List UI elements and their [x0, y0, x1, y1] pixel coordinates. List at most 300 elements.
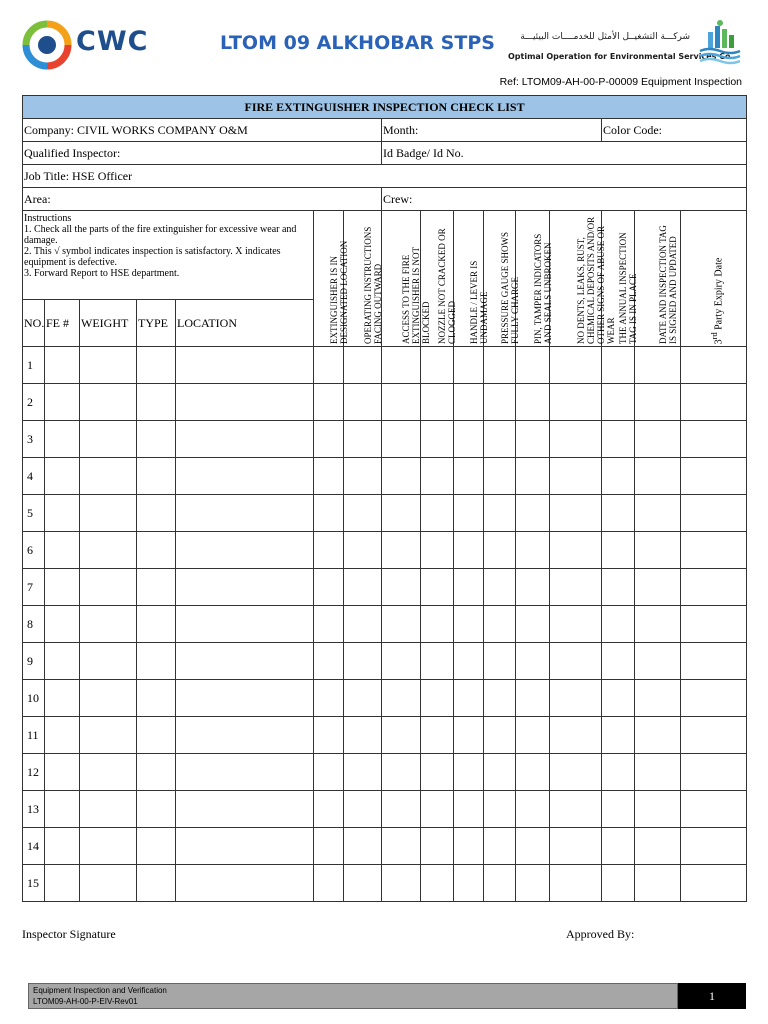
entry-cell[interactable]: [176, 791, 314, 828]
entry-cell[interactable]: [80, 717, 137, 754]
entry-cell[interactable]: [635, 532, 681, 569]
entry-cell[interactable]: [176, 643, 314, 680]
entry-cell[interactable]: [344, 347, 382, 384]
entry-cell[interactable]: [484, 865, 516, 902]
entry-cell[interactable]: [516, 347, 550, 384]
table-row: [23, 643, 747, 680]
check-header-label: OPERATING INSTRUCTIONS FACING OUTWARD: [362, 226, 383, 344]
entry-cell[interactable]: [176, 717, 314, 754]
instruction-item: 3. Forward Report to HSE department.: [24, 268, 180, 279]
column-header-no: NO.: [23, 300, 45, 347]
entry-cell[interactable]: [602, 717, 635, 754]
check-header-label: DATE AND INSPECTION TAG IS SIGNED AND UPDATED: [657, 225, 678, 344]
entry-cell[interactable]: [80, 791, 137, 828]
entry-cell[interactable]: [45, 680, 80, 717]
table-row: [23, 680, 747, 717]
cwc-ring-icon: [22, 20, 72, 70]
entry-cell[interactable]: [421, 606, 454, 643]
check-header-label: THE ANNUAL INSPECTION TAG IS IN PLACE: [618, 232, 638, 344]
entry-cell[interactable]: [421, 569, 454, 606]
company-name-arabic: شركـــة التشغيــل الأمثل للخدمــــات البيئيـــة: [520, 32, 690, 42]
table-row: [23, 865, 747, 902]
entry-cell[interactable]: [602, 606, 635, 643]
entry-cell[interactable]: [344, 680, 382, 717]
entry-cell[interactable]: [516, 643, 550, 680]
entry-cell[interactable]: [550, 569, 602, 606]
entry-cell[interactable]: [314, 495, 344, 532]
entry-cell[interactable]: [550, 791, 602, 828]
entry-cell[interactable]: [314, 347, 344, 384]
entry-cell[interactable]: [137, 754, 176, 791]
entry-cell[interactable]: [314, 532, 344, 569]
entry-cell[interactable]: [550, 680, 602, 717]
entry-cell[interactable]: [635, 828, 681, 865]
entry-cell[interactable]: [635, 680, 681, 717]
entry-cell[interactable]: [176, 421, 314, 458]
entry-cell[interactable]: [314, 606, 344, 643]
check-header-label: ACCESS TO THE FIRE EXTINGUISHER IS NOT BLOCKED: [401, 247, 431, 344]
entry-cell[interactable]: [137, 606, 176, 643]
entry-cell[interactable]: [80, 643, 137, 680]
entry-cell[interactable]: [421, 495, 454, 532]
table-row: [23, 532, 747, 569]
entry-cell[interactable]: [421, 643, 454, 680]
entry-cell[interactable]: [421, 680, 454, 717]
entry-cell[interactable]: [484, 458, 516, 495]
entry-cell[interactable]: [602, 347, 635, 384]
entry-cell[interactable]: [137, 865, 176, 902]
entry-cell[interactable]: [421, 421, 454, 458]
entry-cell[interactable]: [484, 606, 516, 643]
entry-cell[interactable]: [344, 532, 382, 569]
entry-cell[interactable]: [137, 717, 176, 754]
color-code-field[interactable]: Color Code:: [602, 119, 747, 142]
entry-cell[interactable]: [421, 384, 454, 421]
entry-cell[interactable]: [602, 754, 635, 791]
entry-cell[interactable]: [45, 754, 80, 791]
entry-cell[interactable]: [454, 495, 484, 532]
check-header-annual-tag: [602, 211, 638, 347]
entry-cell[interactable]: [344, 458, 382, 495]
entry-cell[interactable]: [80, 458, 137, 495]
row-number: 1: [23, 347, 45, 384]
checklist-rows: [23, 347, 747, 902]
entry-cell[interactable]: [516, 717, 550, 754]
entry-cell[interactable]: [344, 495, 382, 532]
entry-cell[interactable]: [602, 828, 635, 865]
entry-cell[interactable]: [314, 384, 344, 421]
entry-cell[interactable]: [176, 384, 314, 421]
entry-cell[interactable]: [80, 606, 137, 643]
check-header-operating-instructions: [344, 211, 382, 347]
entry-cell[interactable]: [484, 347, 516, 384]
entry-cell[interactable]: [635, 717, 681, 754]
entry-cell[interactable]: [382, 495, 421, 532]
entry-cell[interactable]: [602, 569, 635, 606]
entry-cell[interactable]: [454, 606, 484, 643]
entry-cell[interactable]: [550, 754, 602, 791]
entry-cell[interactable]: [45, 569, 80, 606]
entry-cell[interactable]: [314, 717, 344, 754]
entry-cell[interactable]: [516, 384, 550, 421]
entry-cell[interactable]: [635, 495, 681, 532]
check-header-pin-tamper: [516, 211, 553, 347]
check-header-handle-lever: [454, 211, 489, 347]
entry-cell[interactable]: [454, 643, 484, 680]
entry-cell[interactable]: [382, 458, 421, 495]
entry-cell[interactable]: [80, 421, 137, 458]
entry-cell[interactable]: [344, 643, 382, 680]
document-reference: Ref: LTOM09-AH-00-P-00009 Equipment Inspection: [499, 76, 742, 88]
entry-cell[interactable]: [382, 532, 421, 569]
company-emblem-icon: [698, 18, 742, 64]
entry-cell[interactable]: [45, 791, 80, 828]
entry-cell[interactable]: [516, 458, 550, 495]
entry-cell[interactable]: [80, 532, 137, 569]
instructions-heading: Instructions: [24, 213, 72, 224]
check-header-nozzle: [421, 211, 457, 347]
entry-cell[interactable]: [176, 458, 314, 495]
entry-cell[interactable]: [80, 569, 137, 606]
entry-cell[interactable]: [454, 828, 484, 865]
entry-cell[interactable]: [45, 865, 80, 902]
check-header-label: PRESSURE GAUGE SHOWS FULLY CHARGE: [499, 231, 520, 344]
entry-cell[interactable]: [382, 791, 421, 828]
footer-document-title: Equipment Inspection and Verification: [33, 986, 167, 995]
entry-cell[interactable]: [382, 643, 421, 680]
instruction-item: 1. Check all the parts of the fire extinguisher for excessive wear and damage.: [24, 224, 297, 246]
entry-cell[interactable]: [421, 754, 454, 791]
entry-cell[interactable]: [45, 347, 80, 384]
entry-cell[interactable]: [681, 495, 747, 532]
entry-cell[interactable]: [80, 865, 137, 902]
check-header-access-not-blocked: [382, 211, 431, 347]
entry-cell[interactable]: [516, 865, 550, 902]
entry-cell[interactable]: [602, 421, 635, 458]
entry-cell[interactable]: [484, 495, 516, 532]
entry-cell[interactable]: [681, 532, 747, 569]
entry-cell[interactable]: [516, 532, 550, 569]
entry-cell[interactable]: [80, 495, 137, 532]
entry-cell[interactable]: [314, 865, 344, 902]
entry-cell[interactable]: [484, 680, 516, 717]
entry-cell[interactable]: [45, 458, 80, 495]
entry-cell[interactable]: [421, 791, 454, 828]
entry-cell[interactable]: [516, 791, 550, 828]
row-number: 12: [23, 754, 45, 791]
table-row: [23, 569, 747, 606]
entry-cell[interactable]: [382, 384, 421, 421]
company-name-english: Optimal Operation for Environmental Services Co.: [508, 52, 734, 61]
entry-cell[interactable]: [176, 569, 314, 606]
entry-cell[interactable]: [635, 754, 681, 791]
entry-cell[interactable]: [176, 532, 314, 569]
entry-cell[interactable]: [45, 606, 80, 643]
entry-cell[interactable]: [681, 421, 747, 458]
entry-cell[interactable]: [344, 791, 382, 828]
table-row: [23, 606, 747, 643]
entry-cell[interactable]: [137, 421, 176, 458]
entry-cell[interactable]: [382, 421, 421, 458]
entry-cell[interactable]: [602, 495, 635, 532]
entry-cell[interactable]: [602, 532, 635, 569]
entry-cell[interactable]: [681, 865, 747, 902]
entry-cell[interactable]: [45, 643, 80, 680]
check-header-label: HANDLE / LEVER IS UNDAMAGE: [468, 260, 489, 344]
check-header-label: NO DENTS, LEAKS, RUST, CHEMICAL DEPOSITS AND/OR OTHER SIGNS OF ABUSE OR WEAR: [575, 216, 616, 344]
page-number: 1: [678, 983, 746, 1009]
entry-cell[interactable]: [516, 569, 550, 606]
entry-cell[interactable]: [550, 828, 602, 865]
entry-cell[interactable]: [550, 384, 602, 421]
footer-document-code: LTOM09-AH-00-P-EIV-Rev01: [33, 997, 138, 1006]
footer-bar: [28, 983, 678, 1009]
entry-cell[interactable]: [550, 421, 602, 458]
entry-cell[interactable]: [681, 680, 747, 717]
entry-cell[interactable]: [137, 495, 176, 532]
entry-cell[interactable]: [484, 421, 516, 458]
entry-cell[interactable]: [454, 347, 484, 384]
entry-cell[interactable]: [421, 347, 454, 384]
entry-cell[interactable]: [602, 458, 635, 495]
entry-cell[interactable]: [314, 828, 344, 865]
entry-cell[interactable]: [314, 569, 344, 606]
entry-cell[interactable]: [137, 532, 176, 569]
row-number: 4: [23, 458, 45, 495]
entry-cell[interactable]: [421, 828, 454, 865]
entry-cell[interactable]: [550, 717, 602, 754]
entry-cell[interactable]: [382, 754, 421, 791]
crew-field[interactable]: Crew:: [382, 188, 747, 211]
qualified-inspector-field[interactable]: Qualified Inspector:: [23, 142, 382, 165]
page-title: LTOM 09 ALKHOBAR STPS: [220, 32, 495, 54]
entry-cell[interactable]: [314, 458, 344, 495]
entry-cell[interactable]: [635, 791, 681, 828]
inspection-checklist-table: [22, 95, 747, 902]
entry-cell[interactable]: [635, 458, 681, 495]
entry-cell[interactable]: [635, 421, 681, 458]
month-field[interactable]: Month:: [382, 119, 602, 142]
entry-cell[interactable]: [454, 532, 484, 569]
entry-cell[interactable]: [176, 495, 314, 532]
entry-cell[interactable]: [176, 347, 314, 384]
inspector-signature-label: Inspector Signature: [22, 927, 116, 941]
entry-cell[interactable]: [635, 347, 681, 384]
entry-cell[interactable]: [314, 791, 344, 828]
entry-cell[interactable]: [454, 717, 484, 754]
table-row: [23, 421, 747, 458]
id-badge-field[interactable]: Id Badge/ Id No.: [382, 142, 747, 165]
entry-cell[interactable]: [344, 754, 382, 791]
check-header-label: EXTINGUISHER IS IN DESIGNATED LOCATION: [328, 240, 349, 344]
entry-cell[interactable]: [421, 458, 454, 495]
entry-cell[interactable]: [344, 569, 382, 606]
entry-cell[interactable]: [382, 717, 421, 754]
check-header-pressure-gauge: [484, 211, 520, 347]
entry-cell[interactable]: [681, 828, 747, 865]
entry-cell[interactable]: [382, 680, 421, 717]
entry-cell[interactable]: [45, 384, 80, 421]
entry-cell[interactable]: [681, 458, 747, 495]
row-number: 7: [23, 569, 45, 606]
area-field[interactable]: Area:: [23, 188, 382, 211]
entry-cell[interactable]: [137, 828, 176, 865]
entry-cell[interactable]: [454, 458, 484, 495]
entry-cell[interactable]: [550, 865, 602, 902]
entry-cell[interactable]: [681, 569, 747, 606]
entry-cell[interactable]: [681, 717, 747, 754]
table-row: [23, 384, 747, 421]
entry-cell[interactable]: [344, 384, 382, 421]
entry-cell[interactable]: [484, 717, 516, 754]
entry-cell[interactable]: [45, 495, 80, 532]
expiry-date-header: [681, 211, 747, 347]
entry-cell[interactable]: [80, 384, 137, 421]
entry-cell[interactable]: [137, 791, 176, 828]
entry-cell[interactable]: [344, 828, 382, 865]
entry-cell[interactable]: [516, 421, 550, 458]
entry-cell[interactable]: [681, 643, 747, 680]
entry-cell[interactable]: [137, 458, 176, 495]
entry-cell[interactable]: [550, 347, 602, 384]
column-header-type: TYPE: [137, 300, 176, 347]
entry-cell[interactable]: [176, 606, 314, 643]
entry-cell[interactable]: [382, 347, 421, 384]
entry-cell[interactable]: [602, 384, 635, 421]
entry-cell[interactable]: [484, 569, 516, 606]
entry-cell[interactable]: [454, 791, 484, 828]
entry-cell[interactable]: [80, 347, 137, 384]
row-number: 15: [23, 865, 45, 902]
table-row: [23, 717, 747, 754]
check-header-no-dents-leaks: [550, 211, 616, 347]
entry-cell[interactable]: [454, 384, 484, 421]
entry-cell[interactable]: [516, 680, 550, 717]
entry-cell[interactable]: [137, 680, 176, 717]
row-number: 11: [23, 717, 45, 754]
entry-cell[interactable]: [45, 717, 80, 754]
entry-cell[interactable]: [516, 606, 550, 643]
entry-cell[interactable]: [454, 421, 484, 458]
entry-cell[interactable]: [137, 643, 176, 680]
entry-cell[interactable]: [421, 865, 454, 902]
entry-cell[interactable]: [484, 754, 516, 791]
expiry-date-label: 3rd Party Expiry Date: [710, 257, 725, 344]
entry-cell[interactable]: [602, 680, 635, 717]
entry-cell[interactable]: [454, 680, 484, 717]
entry-cell[interactable]: [45, 421, 80, 458]
entry-cell[interactable]: [80, 754, 137, 791]
entry-cell[interactable]: [635, 643, 681, 680]
entry-cell[interactable]: [550, 495, 602, 532]
entry-cell[interactable]: [421, 717, 454, 754]
entry-cell[interactable]: [635, 606, 681, 643]
entry-cell[interactable]: [137, 347, 176, 384]
entry-cell[interactable]: [484, 643, 516, 680]
entry-cell[interactable]: [635, 384, 681, 421]
entry-cell[interactable]: [635, 865, 681, 902]
entry-cell[interactable]: [635, 569, 681, 606]
entry-cell[interactable]: [550, 532, 602, 569]
entry-cell[interactable]: [484, 828, 516, 865]
entry-cell[interactable]: [602, 643, 635, 680]
entry-cell[interactable]: [80, 680, 137, 717]
entry-cell[interactable]: [681, 384, 747, 421]
entry-cell[interactable]: [344, 421, 382, 458]
entry-cell[interactable]: [681, 754, 747, 791]
entry-cell[interactable]: [314, 754, 344, 791]
row-number: 13: [23, 791, 45, 828]
row-number: 8: [23, 606, 45, 643]
entry-cell[interactable]: [45, 532, 80, 569]
entry-cell[interactable]: [137, 569, 176, 606]
entry-cell[interactable]: [344, 606, 382, 643]
entry-cell[interactable]: [314, 421, 344, 458]
column-header-weight: WEIGHT: [80, 300, 137, 347]
company-field[interactable]: Company: CIVIL WORKS COMPANY O&M: [23, 119, 382, 142]
entry-cell[interactable]: [176, 828, 314, 865]
entry-cell[interactable]: [344, 865, 382, 902]
job-title-field[interactable]: Job Title: HSE Officer: [23, 165, 747, 188]
entry-cell[interactable]: [550, 606, 602, 643]
entry-cell[interactable]: [382, 828, 421, 865]
entry-cell[interactable]: [382, 606, 421, 643]
entry-cell[interactable]: [314, 643, 344, 680]
entry-cell[interactable]: [382, 569, 421, 606]
entry-cell[interactable]: [454, 754, 484, 791]
instruction-item: 2. This √ symbol indicates inspection is satisfactory. X indicates equipment is defective.: [24, 246, 281, 268]
entry-cell[interactable]: [681, 791, 747, 828]
entry-cell[interactable]: [137, 384, 176, 421]
entry-cell[interactable]: [516, 828, 550, 865]
entry-cell[interactable]: [484, 532, 516, 569]
entry-cell[interactable]: [176, 865, 314, 902]
entry-cell[interactable]: [176, 754, 314, 791]
entry-cell[interactable]: [382, 865, 421, 902]
entry-cell[interactable]: [421, 532, 454, 569]
entry-cell[interactable]: [80, 828, 137, 865]
cwc-logo: [22, 18, 162, 68]
entry-cell[interactable]: [176, 680, 314, 717]
entry-cell[interactable]: [602, 791, 635, 828]
entry-cell[interactable]: [516, 495, 550, 532]
table-row: [23, 754, 747, 791]
column-header-location: LOCATION: [176, 300, 314, 347]
entry-cell[interactable]: [344, 717, 382, 754]
entry-cell[interactable]: [602, 865, 635, 902]
entry-cell[interactable]: [516, 754, 550, 791]
row-number: 10: [23, 680, 45, 717]
entry-cell[interactable]: [484, 791, 516, 828]
row-number: 9: [23, 643, 45, 680]
entry-cell[interactable]: [45, 828, 80, 865]
table-row: [23, 458, 747, 495]
entry-cell[interactable]: [550, 458, 602, 495]
table-row: [23, 495, 747, 532]
entry-cell[interactable]: [681, 606, 747, 643]
entry-cell[interactable]: [314, 680, 344, 717]
row-number: 5: [23, 495, 45, 532]
table-row: [23, 828, 747, 865]
column-header-fe: FE #: [45, 300, 80, 347]
entry-cell[interactable]: [484, 384, 516, 421]
check-header-designated-location: [314, 211, 349, 347]
entry-cell[interactable]: [454, 865, 484, 902]
entry-cell[interactable]: [681, 347, 747, 384]
entry-cell[interactable]: [454, 569, 484, 606]
check-header-label: PIN, TAMPER INDICATORS AND SEALS UNBROKEN: [532, 233, 553, 344]
entry-cell[interactable]: [550, 643, 602, 680]
